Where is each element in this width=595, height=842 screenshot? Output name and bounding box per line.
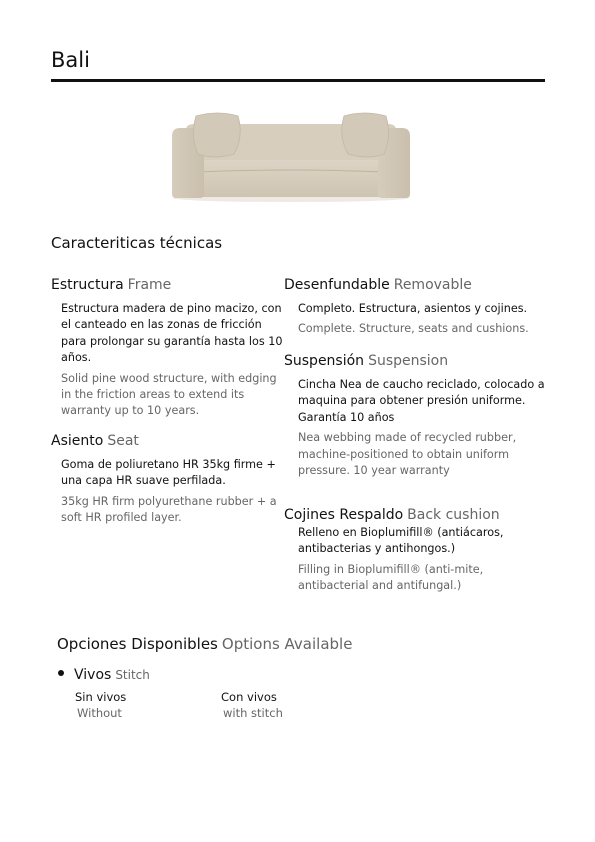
- spec-title-en: Seat: [107, 433, 139, 449]
- spec-text-es: Cincha Nea de caucho reciclado, colocado a maquina para obtener presión uniforme. Garantía 10 años: [298, 378, 545, 424]
- spec-seat: [51, 433, 291, 527]
- bullet-icon: [58, 670, 64, 676]
- sofa-image: [168, 108, 414, 204]
- bullet-label-en: Stitch: [115, 668, 150, 682]
- option-without-stitch: [75, 690, 126, 721]
- options-title: [57, 635, 352, 653]
- spec-title-es: Desenfundable: [284, 277, 390, 293]
- spec-suspension: [284, 353, 546, 479]
- spec-text-es: Estructura madera de pino macizo, con el canteado en las zonas de fricción para prolongar su garantía hasta los 10 años.: [61, 302, 283, 365]
- option-bullet-stitch: [58, 664, 150, 683]
- spec-text-es: Relleno en Bioplumifill® (antiácaros, antibacterias y antihongos.): [298, 526, 504, 556]
- spec-text-en: Nea webbing made of recycled rubber, machine-positioned to obtain uniform pressure. 10 year warranty: [298, 431, 517, 478]
- spec-title-en: Removable: [393, 277, 472, 293]
- title-divider: [51, 79, 545, 82]
- spec-title-es: Asiento: [51, 433, 104, 449]
- spec-title-es: Cojines Respaldo: [284, 507, 404, 523]
- spec-title-en: Back cushion: [407, 507, 500, 523]
- spec-text-en: 35kg HR firm polyurethane rubber + a soft HR profiled layer.: [61, 494, 277, 525]
- spec-title-en: Suspension: [368, 353, 449, 369]
- spec-heading: [284, 507, 546, 523]
- spec-title-es: Estructura: [51, 277, 124, 293]
- option-label-en: with stitch: [223, 705, 283, 720]
- spec-heading: [51, 433, 291, 449]
- spec-title-en: Frame: [127, 277, 172, 293]
- option-label-es: Con vivos: [221, 690, 277, 704]
- spec-text-en: Filling in Bioplumifill® (anti-mite, antibacterial and antifungal.): [298, 562, 484, 593]
- spec-text-es: Completo. Estructura, asientos y cojines.: [298, 302, 528, 315]
- spec-frame: [51, 277, 287, 420]
- page-title: Bali: [51, 48, 90, 72]
- option-with-stitch: [221, 690, 283, 721]
- spec-text-es: Goma de poliuretano HR 35kg firme + una capa HR suave perfilada.: [61, 458, 276, 488]
- spec-heading: [284, 277, 546, 293]
- spec-heading: [284, 353, 546, 369]
- options-title-es: Opciones Disponibles: [57, 635, 218, 653]
- spec-text-en: Solid pine wood structure, with edging in the friction areas to extend its warranty up to 10 years.: [61, 371, 277, 418]
- spec-removable: [284, 277, 546, 338]
- option-label-en: Without: [77, 705, 122, 720]
- spec-back-cushion: [284, 507, 546, 595]
- spec-text-en: Complete. Structure, seats and cushions.: [298, 322, 529, 336]
- options-title-en: Options Available: [221, 635, 353, 653]
- spec-title-es: Suspensión: [284, 353, 365, 369]
- section-title: Caracteriticas técnicas: [51, 234, 223, 252]
- option-label-es: Sin vivos: [75, 690, 127, 704]
- bullet-label-es: Vivos: [74, 667, 112, 683]
- spec-heading: [51, 277, 287, 293]
